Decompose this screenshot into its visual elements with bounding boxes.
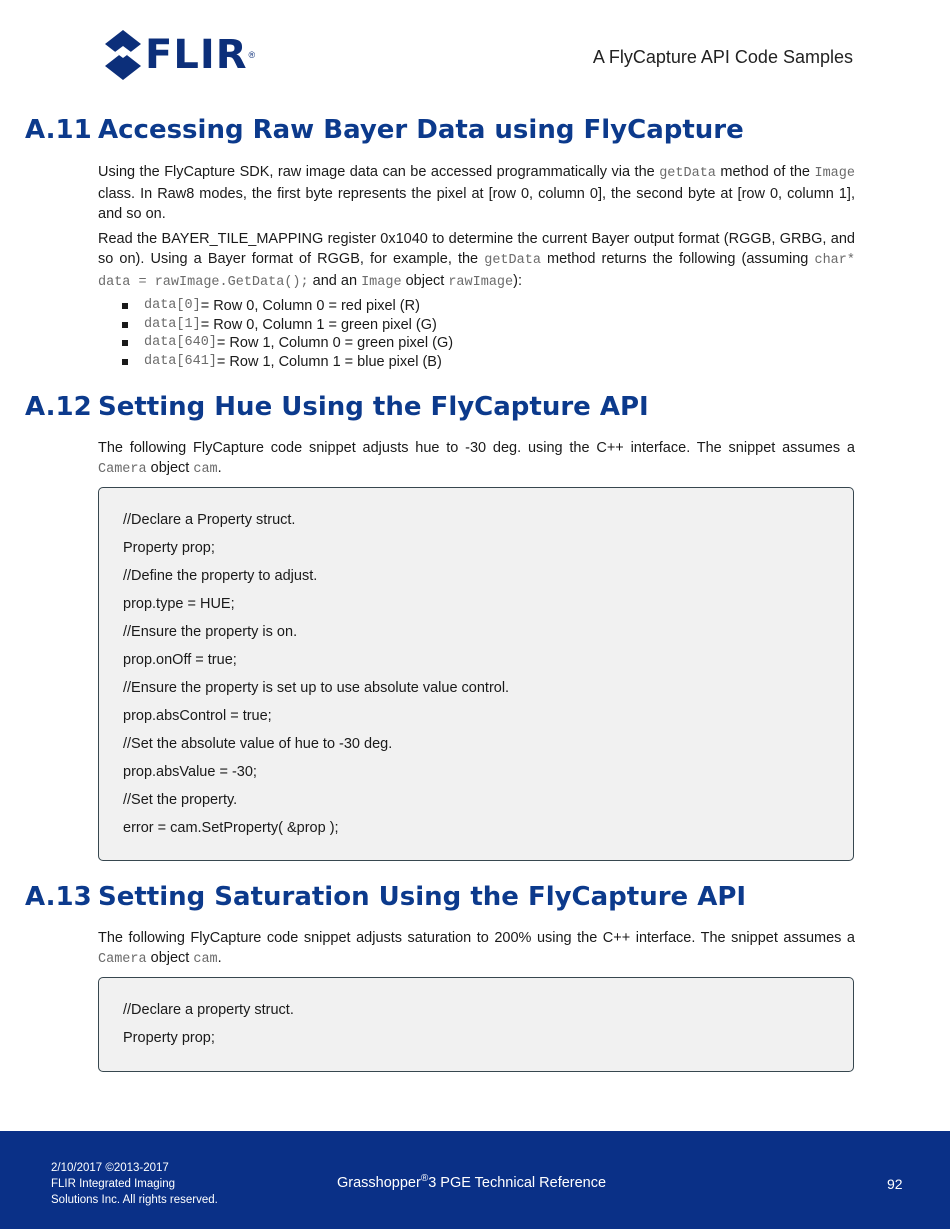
inline-code: cam	[193, 462, 218, 477]
logo-registered-mark: ®	[248, 50, 256, 60]
code-line: prop.type = HUE;	[123, 596, 235, 612]
code-line: //Declare a property struct.	[123, 1002, 294, 1018]
inline-code: Camera	[98, 462, 147, 477]
code-block-saturation	[98, 977, 854, 1072]
bullet-icon	[122, 303, 128, 309]
code-line: //Declare a Property struct.	[123, 512, 296, 528]
bullet-icon	[122, 322, 128, 328]
section-title: Setting Hue Using the FlyCapture API	[98, 392, 649, 422]
list-item: data[1] = Row 0, Column 1 = green pixel (G)	[122, 316, 453, 335]
paragraph: Using the FlyCapture SDK, raw image data can be accessed programmatically via the getData method of the Image class. In Raw8 modes, the first byte represents the pixel at [row 0, column 0], the second byte at [row 0, column 1], and so on.	[98, 164, 855, 222]
code-line: error = cam.SetProperty( &prop );	[123, 820, 339, 836]
header-title: A FlyCapture API Code Samples	[592, 47, 853, 67]
code-line: prop.onOff = true;	[123, 652, 237, 668]
code-line: //Set the property.	[123, 792, 238, 808]
flir-logo	[105, 30, 255, 80]
code-line: //Ensure the property is on.	[123, 624, 298, 640]
inline-code: Image	[361, 275, 402, 290]
code-line: //Define the property to adjust.	[123, 568, 318, 584]
inline-code: char* data = rawImage.GetData();	[98, 253, 855, 290]
logo-text: FLIR	[145, 32, 248, 78]
inline-code: getData	[659, 166, 716, 181]
paragraph: The following FlyCapture code snippet adjusts saturation to 200% using the C++ interface. The snippet assumes a Camera object cam.	[98, 930, 855, 967]
inline-code: cam	[193, 952, 218, 967]
flir-diamond-icon	[105, 30, 141, 80]
paragraph: Read the BAYER_TILE_MAPPING register 0x1040 to determine the current Bayer output format (RGGB, GRBG, and so on). Using a Bayer format of RGGB, for example, the getData method returns the following (assuming char* data = rawImage.GetData(); and an Image object rawImage):	[98, 231, 855, 290]
code-line: prop.absValue = -30;	[123, 764, 257, 780]
page-number: 92	[887, 1176, 903, 1192]
code-line: //Set the absolute value of hue to -30 deg.	[123, 736, 393, 752]
paragraph: The following FlyCapture code snippet adjusts hue to -30 deg. using the C++ interface. The snippet assumes a Camera object cam.	[98, 440, 855, 477]
inline-code: Image	[814, 166, 855, 181]
list-item: data[640] = Row 1, Column 0 = green pixel (G)	[122, 334, 453, 353]
section-number: A.11	[25, 115, 92, 145]
list-item: data[641] = Row 1, Column 1 = blue pixel (B)	[122, 353, 453, 372]
bullet-icon	[122, 340, 128, 346]
code-line: prop.absControl = true;	[123, 708, 272, 724]
page-footer	[0, 1131, 950, 1229]
bullet-icon	[122, 359, 128, 365]
footer-copyright: 2/10/2017 ©2013-2017 FLIR Integrated Imaging Solutions Inc. All rights reserved.	[51, 1162, 218, 1206]
section-number: A.12	[25, 392, 92, 422]
section-number: A.13	[25, 882, 92, 912]
section-title: Accessing Raw Bayer Data using FlyCapture	[98, 115, 744, 145]
inline-code: getData	[484, 253, 541, 268]
code-line: Property prop;	[123, 540, 215, 556]
section-title: Setting Saturation Using the FlyCapture API	[98, 882, 747, 912]
code-line: //Ensure the property is set up to use absolute value control.	[123, 680, 510, 696]
footer-doc-title: Grasshopper®3 PGE Technical Reference	[337, 1173, 607, 1191]
bullet-list	[122, 297, 453, 371]
code-block-hue	[98, 487, 854, 861]
list-item: data[0] = Row 0, Column 0 = red pixel (R)	[122, 297, 453, 316]
code-line: Property prop;	[123, 1030, 215, 1046]
inline-code: Camera	[98, 952, 147, 967]
inline-code: rawImage	[448, 275, 514, 290]
